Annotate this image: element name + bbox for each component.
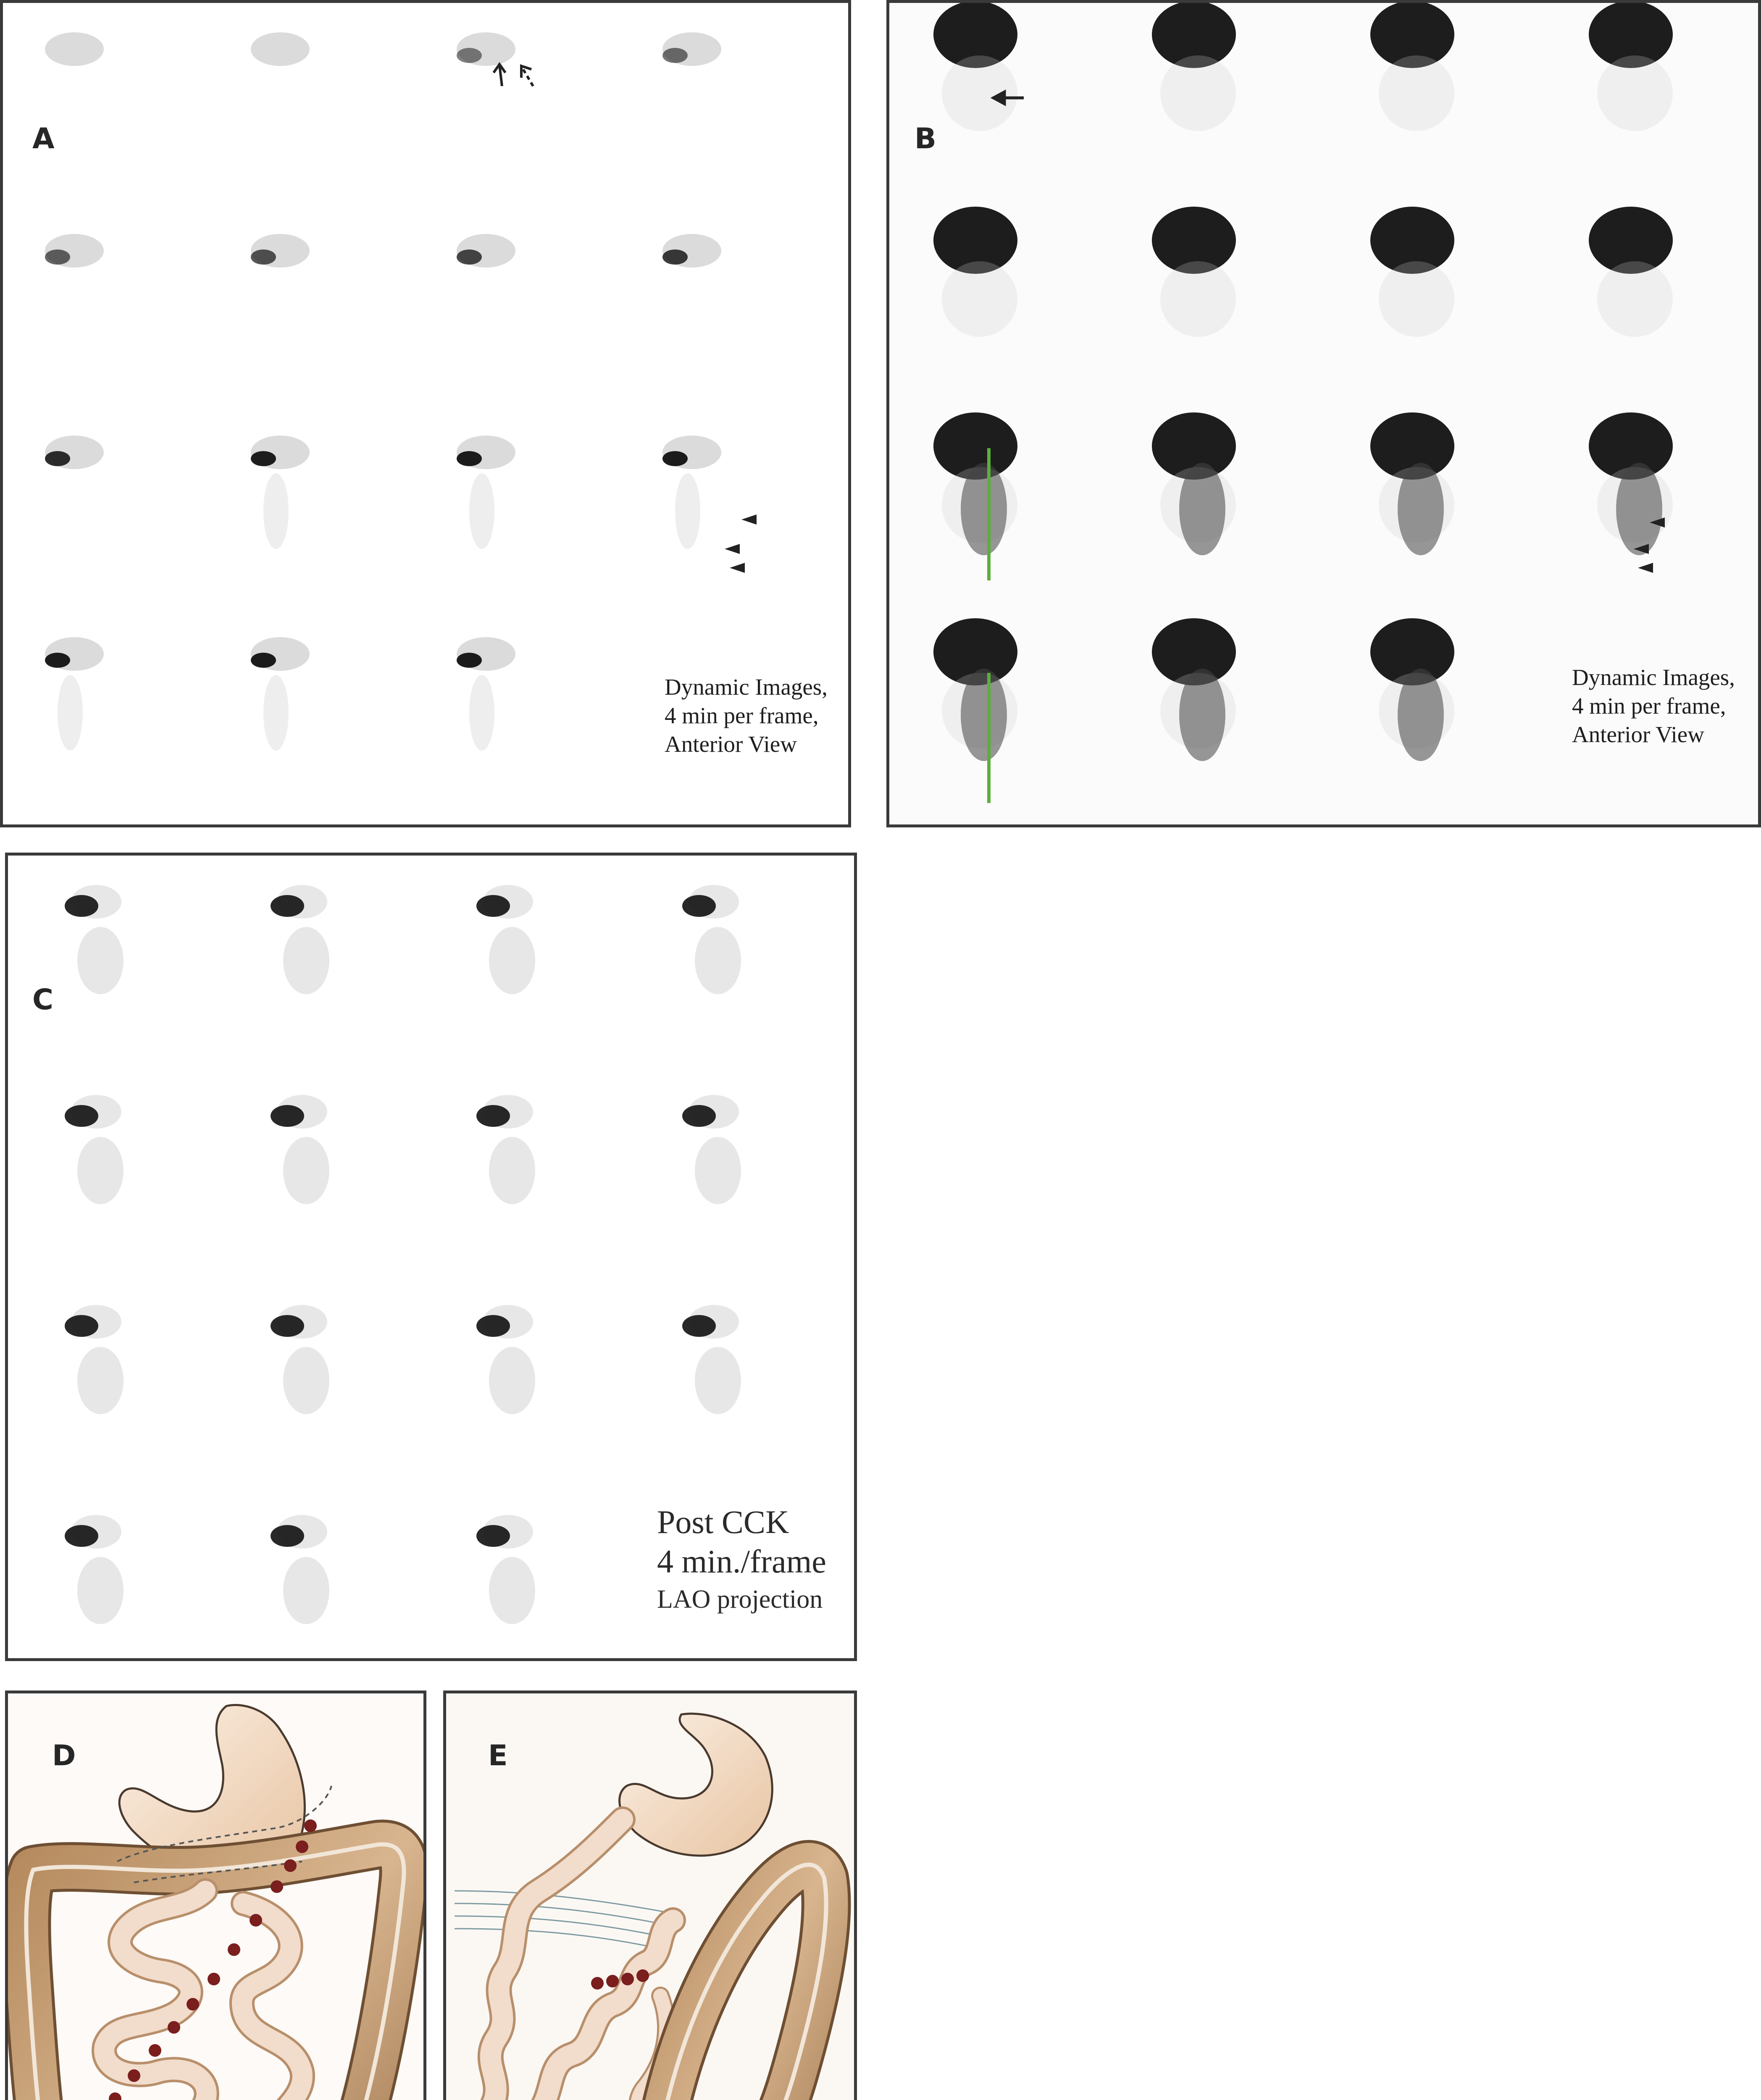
caption-line: 4 min./frame — [657, 1543, 826, 1580]
arrowhead-icon — [1634, 517, 1665, 573]
caption-line: Dynamic Images, — [665, 674, 828, 700]
scan-frame — [651, 853, 802, 1003]
caption-line: 4 min per frame, — [1572, 693, 1726, 719]
caption-line: Anterior View — [665, 731, 797, 757]
scan-frame — [239, 1271, 390, 1423]
caption-line: Dynamic Images, — [1572, 664, 1735, 690]
caption-line: 4 min per frame, — [665, 703, 819, 728]
scan-frame — [651, 1271, 802, 1423]
panel-b — [886, 0, 1761, 827]
scan-frame — [651, 1061, 802, 1213]
scan-frame — [239, 853, 390, 1003]
panel-b-caption — [1572, 663, 1735, 749]
scan-frame — [445, 1271, 596, 1423]
caption-line: Anterior View — [1572, 722, 1704, 747]
scan-frame — [33, 1271, 184, 1423]
caption-line: LAO projection — [657, 1585, 823, 1614]
panel-c-letter: C — [32, 983, 53, 1016]
arrowhead-icon — [725, 514, 757, 573]
scan-frame — [445, 853, 596, 1003]
colon — [26, 1844, 404, 2100]
panel-c-caption — [657, 1502, 826, 1617]
caption-line: Post CCK — [657, 1504, 789, 1540]
scan-frame — [239, 1061, 390, 1213]
scan-frame — [445, 1061, 596, 1213]
scan-frame — [33, 1061, 184, 1213]
stomach — [620, 1714, 773, 1856]
scan-frame — [33, 1481, 184, 1633]
panel-c — [5, 853, 857, 1661]
panel-d-letter: D — [52, 1739, 76, 1772]
small-bowel — [104, 1891, 302, 2100]
scan-frame — [445, 1481, 596, 1633]
scan-frame — [239, 1481, 390, 1633]
panel-a — [0, 0, 851, 827]
panel-a-caption — [665, 673, 828, 759]
small-bowel — [491, 1819, 673, 2100]
colon — [648, 1865, 826, 2100]
scan-frame — [33, 853, 184, 1003]
arrow-icon — [494, 64, 533, 86]
panel-e-letter: E — [488, 1739, 508, 1772]
arrow-icon — [994, 92, 1024, 104]
ladd-bands — [455, 1891, 665, 1950]
panel-d — [5, 1690, 426, 2100]
panel-e — [443, 1690, 857, 2100]
panel-b-letter: B — [915, 122, 936, 155]
panel-a-letter: A — [32, 122, 55, 155]
